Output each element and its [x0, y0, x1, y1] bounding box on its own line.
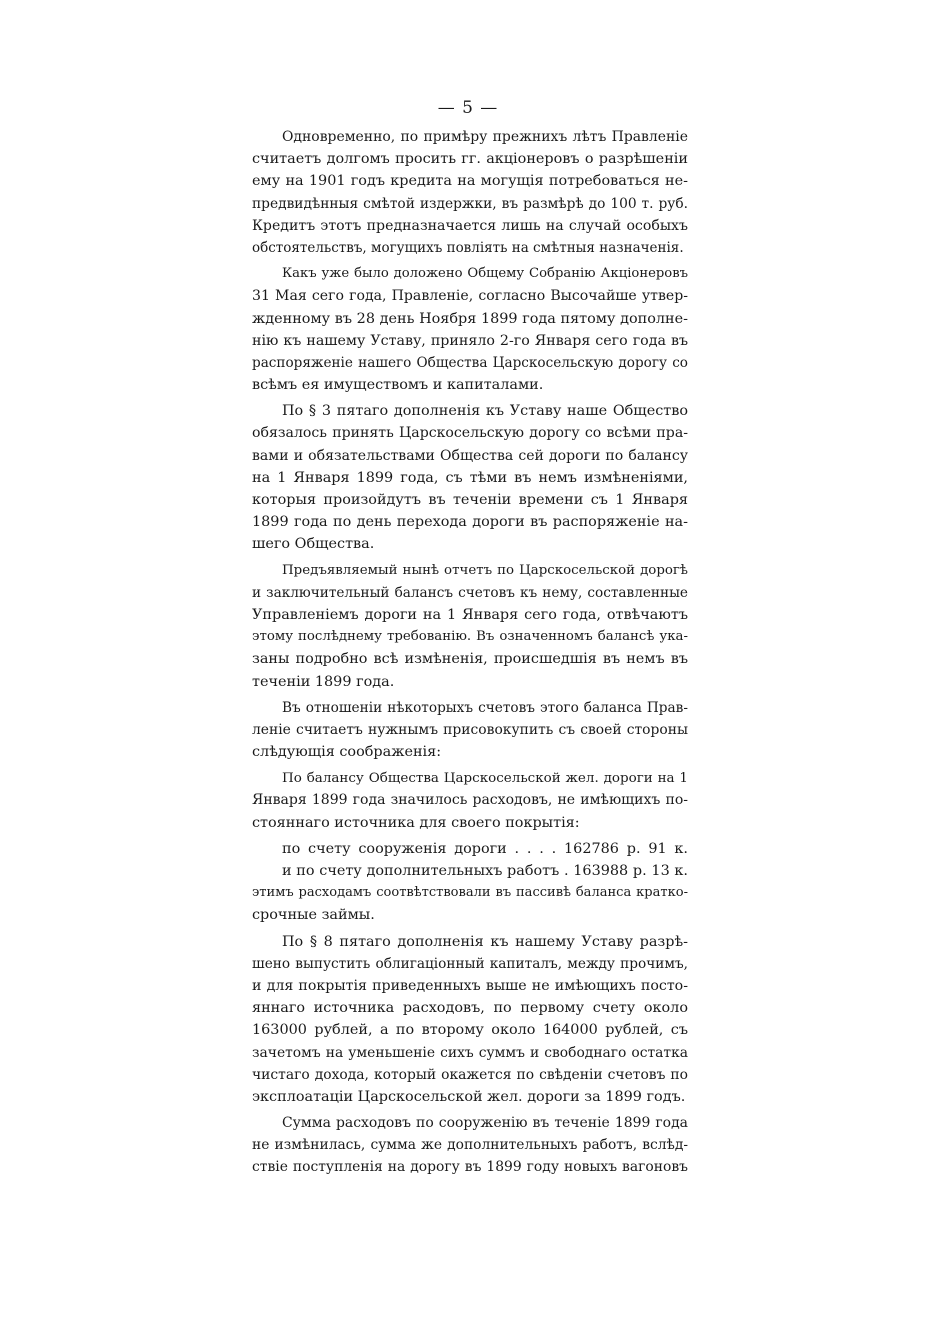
text-line: заны подробно всѣ измѣненія, происшедшія въ немъ въ	[252, 651, 688, 668]
text-line: стояннаго источника для своего покрытія:	[252, 814, 580, 831]
account-entry: и по счету дополнительныхъ работъ . 163988 р. 13 к.	[282, 863, 688, 879]
text-line: которыя произойдутъ въ теченіи времени съ 1 Января	[252, 492, 688, 508]
text-line: шено выпустить облигаціонный капиталъ, между прочимъ,	[252, 955, 688, 972]
account-entry: по счету сооруженія дороги . . . . 162786 р. 91 к.	[282, 840, 688, 857]
text-line: Одновременно, по примѣру прежнихъ лѣтъ Правленіе	[282, 129, 688, 145]
text-line: По § 3 пятаго дополненія къ Уставу наше Общество	[282, 403, 688, 420]
text-line: По § 8 пятаго дополненія къ нашему Уставу разрѣ-	[282, 933, 688, 950]
text-line: яннаго источника расходовъ, по первому счету около	[252, 1000, 688, 1017]
paragraph-balance	[252, 767, 688, 834]
text-line: теченіи 1899 года.	[252, 673, 395, 690]
text-line: и для покрытія приведенныхъ выше не имѣющихъ посто-	[252, 977, 688, 994]
paragraph-accounts	[252, 838, 688, 927]
paragraph-bonds	[252, 931, 688, 1109]
text-line: Предъявляемый нынѣ отчетъ по Царскосельской дорогѣ	[282, 562, 688, 578]
body-text	[252, 126, 688, 1183]
text-line: ствіе поступленія на дорогу въ 1899 году новыхъ вагоновъ	[252, 1159, 688, 1176]
paragraph-considerations	[252, 697, 688, 764]
text-line: чистаго дохода, который окажется по свѣденіи счетовъ по	[252, 1066, 688, 1083]
text-line: 163000 рублей, а по второму около 164000 рублей, съ	[252, 1022, 688, 1039]
text-line: и заключительный балансъ счетовъ къ нему, составленные	[252, 584, 688, 601]
text-line: нію къ нашему Уставу, приняло 2-го Января сего года въ	[252, 332, 688, 349]
text-line: всѣмъ ея имуществомъ и капиталами.	[252, 377, 544, 394]
text-line: вами и обязательствами Общества сей дороги по балансу	[252, 447, 688, 464]
text-line: обстоятельствъ, могущихъ повліять на смѣтныя назначенія.	[252, 239, 684, 256]
text-line: жденному въ 28 день Ноября 1899 года пятому дополне-	[252, 310, 688, 327]
paragraph-expenses	[252, 1112, 688, 1179]
text-line: 31 Мая сего года, Правленіе, согласно Высочайше утвер-	[252, 288, 688, 305]
text-line: Управленіемъ дороги на 1 Января сего года, отвѣчаютъ	[252, 606, 688, 623]
text-line: По балансу Общества Царскосельской жел. дороги на 1	[282, 770, 688, 787]
text-line: Кредитъ этотъ предназначается лишь на случай особыхъ	[252, 217, 688, 234]
text-line: этому послѣднему требованію. Въ означенномъ балансѣ ука-	[252, 629, 688, 645]
paragraph-acquisition	[252, 263, 688, 396]
text-line: Какъ уже было доложено Общему Собранію Акціонеровъ	[282, 266, 688, 282]
paragraph-credit	[252, 126, 688, 259]
text-line: считаетъ долгомъ просить гг. акціонеровъ о разрѣшеніи	[252, 151, 688, 168]
text-line: ему на 1901 годъ кредита на могущія потребоваться не-	[252, 173, 688, 190]
text-line: эксплоатаціи Царскосельской жел. дороги за 1899 годъ.	[252, 1088, 686, 1105]
text-line: на 1 Января 1899 года, съ тѣми въ немъ измѣненіями,	[252, 469, 688, 486]
paragraph-obligation	[252, 400, 688, 555]
text-line: Сумма расходовъ по сооруженію въ теченіе 1899 года	[282, 1115, 688, 1132]
text-line: обязалось принять Царскосельскую дорогу со всѣми пра-	[252, 425, 688, 442]
text-line: Въ отношеніи нѣкоторыхъ счетовъ этого баланса Прав-	[282, 699, 688, 716]
text-line: 1899 года по день перехода дороги въ распоряженіе на-	[252, 514, 688, 531]
text-line: предвидѣнныя смѣтой издержки, въ размѣрѣ до 100 т. руб.	[252, 195, 688, 212]
text-line: слѣдующія соображенія:	[252, 744, 442, 761]
text-line: распоряженіе нашего Общества Царскосельскую дорогу со	[252, 354, 688, 371]
text-line: шего Общества.	[252, 536, 375, 553]
text-line: леніе считаетъ нужнымъ присовокупить съ своей стороны	[252, 721, 688, 738]
text-line: этимъ расходамъ соотвѣтствовали въ пассивѣ баланса кратко-	[252, 885, 688, 901]
page-number: — 5 —	[437, 98, 499, 118]
text-line: зачетомъ на уменьшеніе сихъ суммъ и свободнаго остатка	[252, 1044, 688, 1061]
text-line: не измѣнилась, сумма же дополнительныхъ работъ, вслѣд-	[252, 1137, 688, 1154]
paragraph-report	[252, 560, 688, 693]
text-line: Января 1899 года значилось расходовъ, не имѣющихъ по-	[252, 792, 688, 809]
text-line: срочные займы.	[252, 907, 375, 924]
